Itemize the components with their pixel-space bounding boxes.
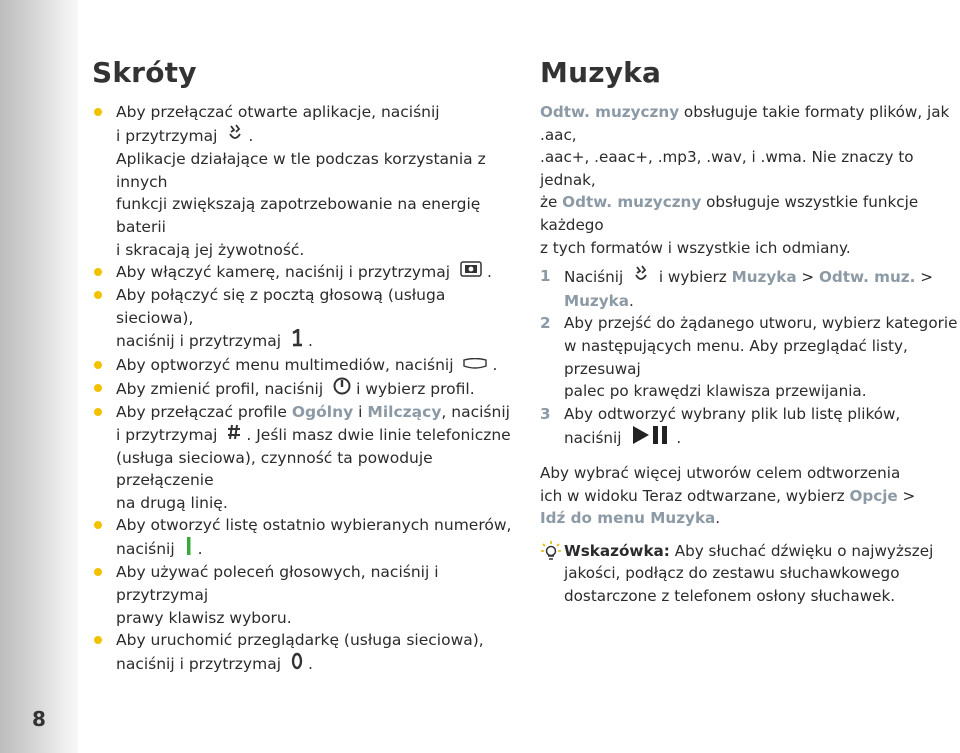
page-sidebar xyxy=(0,0,78,753)
item-text: . Jeśli masz dwie linie telefoniczne xyxy=(246,425,511,444)
menu-path-player: Odtw. muz. xyxy=(819,267,916,286)
step-item xyxy=(540,265,958,312)
item-text: i xyxy=(358,403,363,422)
para-text: ich w widoku Teraz odtwarzane, wybierz xyxy=(540,486,850,505)
item-text: . xyxy=(307,331,313,350)
tip-text: dostarczone z telefonem osłony słuchawek. xyxy=(564,586,896,605)
key-0-icon xyxy=(291,652,303,677)
step-text: . xyxy=(676,429,682,448)
item-text: Aby włączyć kamerę, naciśnij i przytrzymaj xyxy=(116,263,451,282)
step-text: > xyxy=(796,267,819,286)
music-steps xyxy=(540,265,958,452)
power-key-icon xyxy=(333,377,351,402)
item-text: i przytrzymaj xyxy=(116,126,218,145)
tip-label: Wskazówka: xyxy=(564,541,670,560)
page-number: 8 xyxy=(32,707,46,731)
item-text: . xyxy=(486,263,492,282)
item-text: Aby optworzyć menu multimediów, naciśnij xyxy=(116,355,454,374)
play-pause-icon xyxy=(631,425,671,452)
item-text: i wybierz profil. xyxy=(356,379,475,398)
item-text: . xyxy=(492,355,498,374)
item-text: prawy klawisz wyboru. xyxy=(116,608,292,627)
step-text: . xyxy=(629,291,634,310)
camera-key-icon xyxy=(460,261,482,284)
item-text: . xyxy=(307,654,313,673)
para-text: obsługuje wszystkie funkcje każdego xyxy=(540,193,919,234)
music-section xyxy=(540,56,958,607)
more-tracks-para xyxy=(540,462,958,530)
step-text: i wybierz xyxy=(658,267,727,286)
tip-text: Aby słuchać dźwięku o najwyższej xyxy=(669,541,934,560)
item-text: i przytrzymaj xyxy=(116,425,218,444)
step-number: 1 xyxy=(540,267,551,286)
list-item xyxy=(92,377,512,402)
item-text: naciśnij i przytrzymaj xyxy=(116,654,282,673)
step-text: palec po krawędzi klawisza przewijania. xyxy=(564,382,867,401)
menu-go-to-music: Idź do menu Muzyka xyxy=(540,509,716,528)
item-text: Aby zmienić profil, naciśnij xyxy=(116,379,324,398)
menu-path-music-lib: Muzyka xyxy=(564,291,630,310)
menu-options: Opcje xyxy=(849,486,898,505)
item-text: . xyxy=(197,539,203,558)
list-item xyxy=(92,514,512,561)
menu-key-icon xyxy=(633,265,649,290)
shortcuts-list xyxy=(92,101,512,676)
music-title: Muzyka xyxy=(540,56,662,89)
para-text: obsługuje takie formaty plików, jak .aac, xyxy=(540,103,950,144)
list-item xyxy=(92,354,512,377)
item-text: Aby używać poleceń głosowych, naciśnij i przytrzymaj xyxy=(116,563,439,605)
para-text: > xyxy=(897,486,916,505)
tip-text: jakości, podłącz do zestawu słuchawkowego xyxy=(564,564,900,583)
item-text: Aby połączyć się z pocztą głosową (usługa sieciowa), xyxy=(116,285,446,327)
call-key-icon xyxy=(185,537,193,562)
item-text: funkcji zwiększają zapotrzebowanie na energię baterii xyxy=(116,195,481,236)
list-item xyxy=(92,261,512,284)
item-text: . xyxy=(248,126,254,145)
shortcuts-section xyxy=(92,56,512,676)
step-text: naciśnij xyxy=(564,429,622,448)
shortcuts-title: Skróty xyxy=(92,56,197,89)
item-text: naciśnij i przytrzymaj xyxy=(116,331,282,350)
item-text: Aby uruchomić przeglądarkę (usługa sieciowa), xyxy=(116,631,484,650)
list-item xyxy=(92,629,512,676)
hash-key-icon xyxy=(227,424,241,447)
para-text: . xyxy=(715,509,721,528)
step-number: 2 xyxy=(540,314,551,333)
list-item xyxy=(92,561,512,629)
app-name: Odtw. muzyczny xyxy=(562,193,702,212)
item-text: Aby przełączać profile xyxy=(116,403,287,422)
tip-lightbulb-icon xyxy=(540,540,562,569)
step-text: > xyxy=(915,267,933,286)
item-text: , naciśnij xyxy=(441,403,510,422)
profile-silent: Milczący xyxy=(367,403,442,422)
step-text: Naciśnij xyxy=(564,267,624,286)
step-item xyxy=(540,312,958,402)
item-text: (usługa sieciowa), czynność ta powoduje przełączenie xyxy=(116,448,433,490)
menu-path-music: Muzyka xyxy=(731,267,797,286)
step-number: 3 xyxy=(540,404,551,423)
para-text: Aby wybrać więcej utworów celem odtworzenia xyxy=(540,463,901,482)
para-text: z tych formatów i wszystkie ich odmiany. xyxy=(540,238,851,257)
music-intro xyxy=(540,101,958,259)
step-item xyxy=(540,403,958,452)
item-text: na drugą linię. xyxy=(116,493,228,512)
list-item xyxy=(92,101,512,148)
tip-box xyxy=(540,540,958,608)
list-item xyxy=(92,284,512,354)
step-text: Aby przejść do żądanego utworu, wybierz kategorie xyxy=(564,314,958,333)
app-name: Odtw. muzyczny xyxy=(540,103,680,121)
profile-general: Ogólny xyxy=(291,403,354,422)
item-text: Aby przełączać otwarte aplikacje, naciśnij xyxy=(116,103,440,121)
para-text: że xyxy=(540,193,563,212)
step-text: Aby odtworzyć wybrany plik lub listę plików, xyxy=(564,404,901,423)
item-text: Aplikacje działające w tle podczas korzystania z innych xyxy=(116,150,486,191)
list-item-note xyxy=(92,148,512,261)
menu-key-icon xyxy=(227,124,243,149)
para-text: .aac+, .eaac+, .mp3, .wav, i .wma. Nie znaczy to jednak, xyxy=(540,148,914,189)
step-text: w następujących menu. Aby przeglądać listy, przesuwaj xyxy=(564,336,908,378)
item-text: naciśnij xyxy=(116,539,175,558)
multimedia-key-icon xyxy=(463,354,487,377)
key-1-icon xyxy=(291,329,303,354)
item-text: i skracają jej żywotność. xyxy=(116,240,305,259)
list-item xyxy=(92,401,512,514)
item-text: Aby otworzyć listę ostatnio wybieranych numerów, xyxy=(116,516,512,535)
